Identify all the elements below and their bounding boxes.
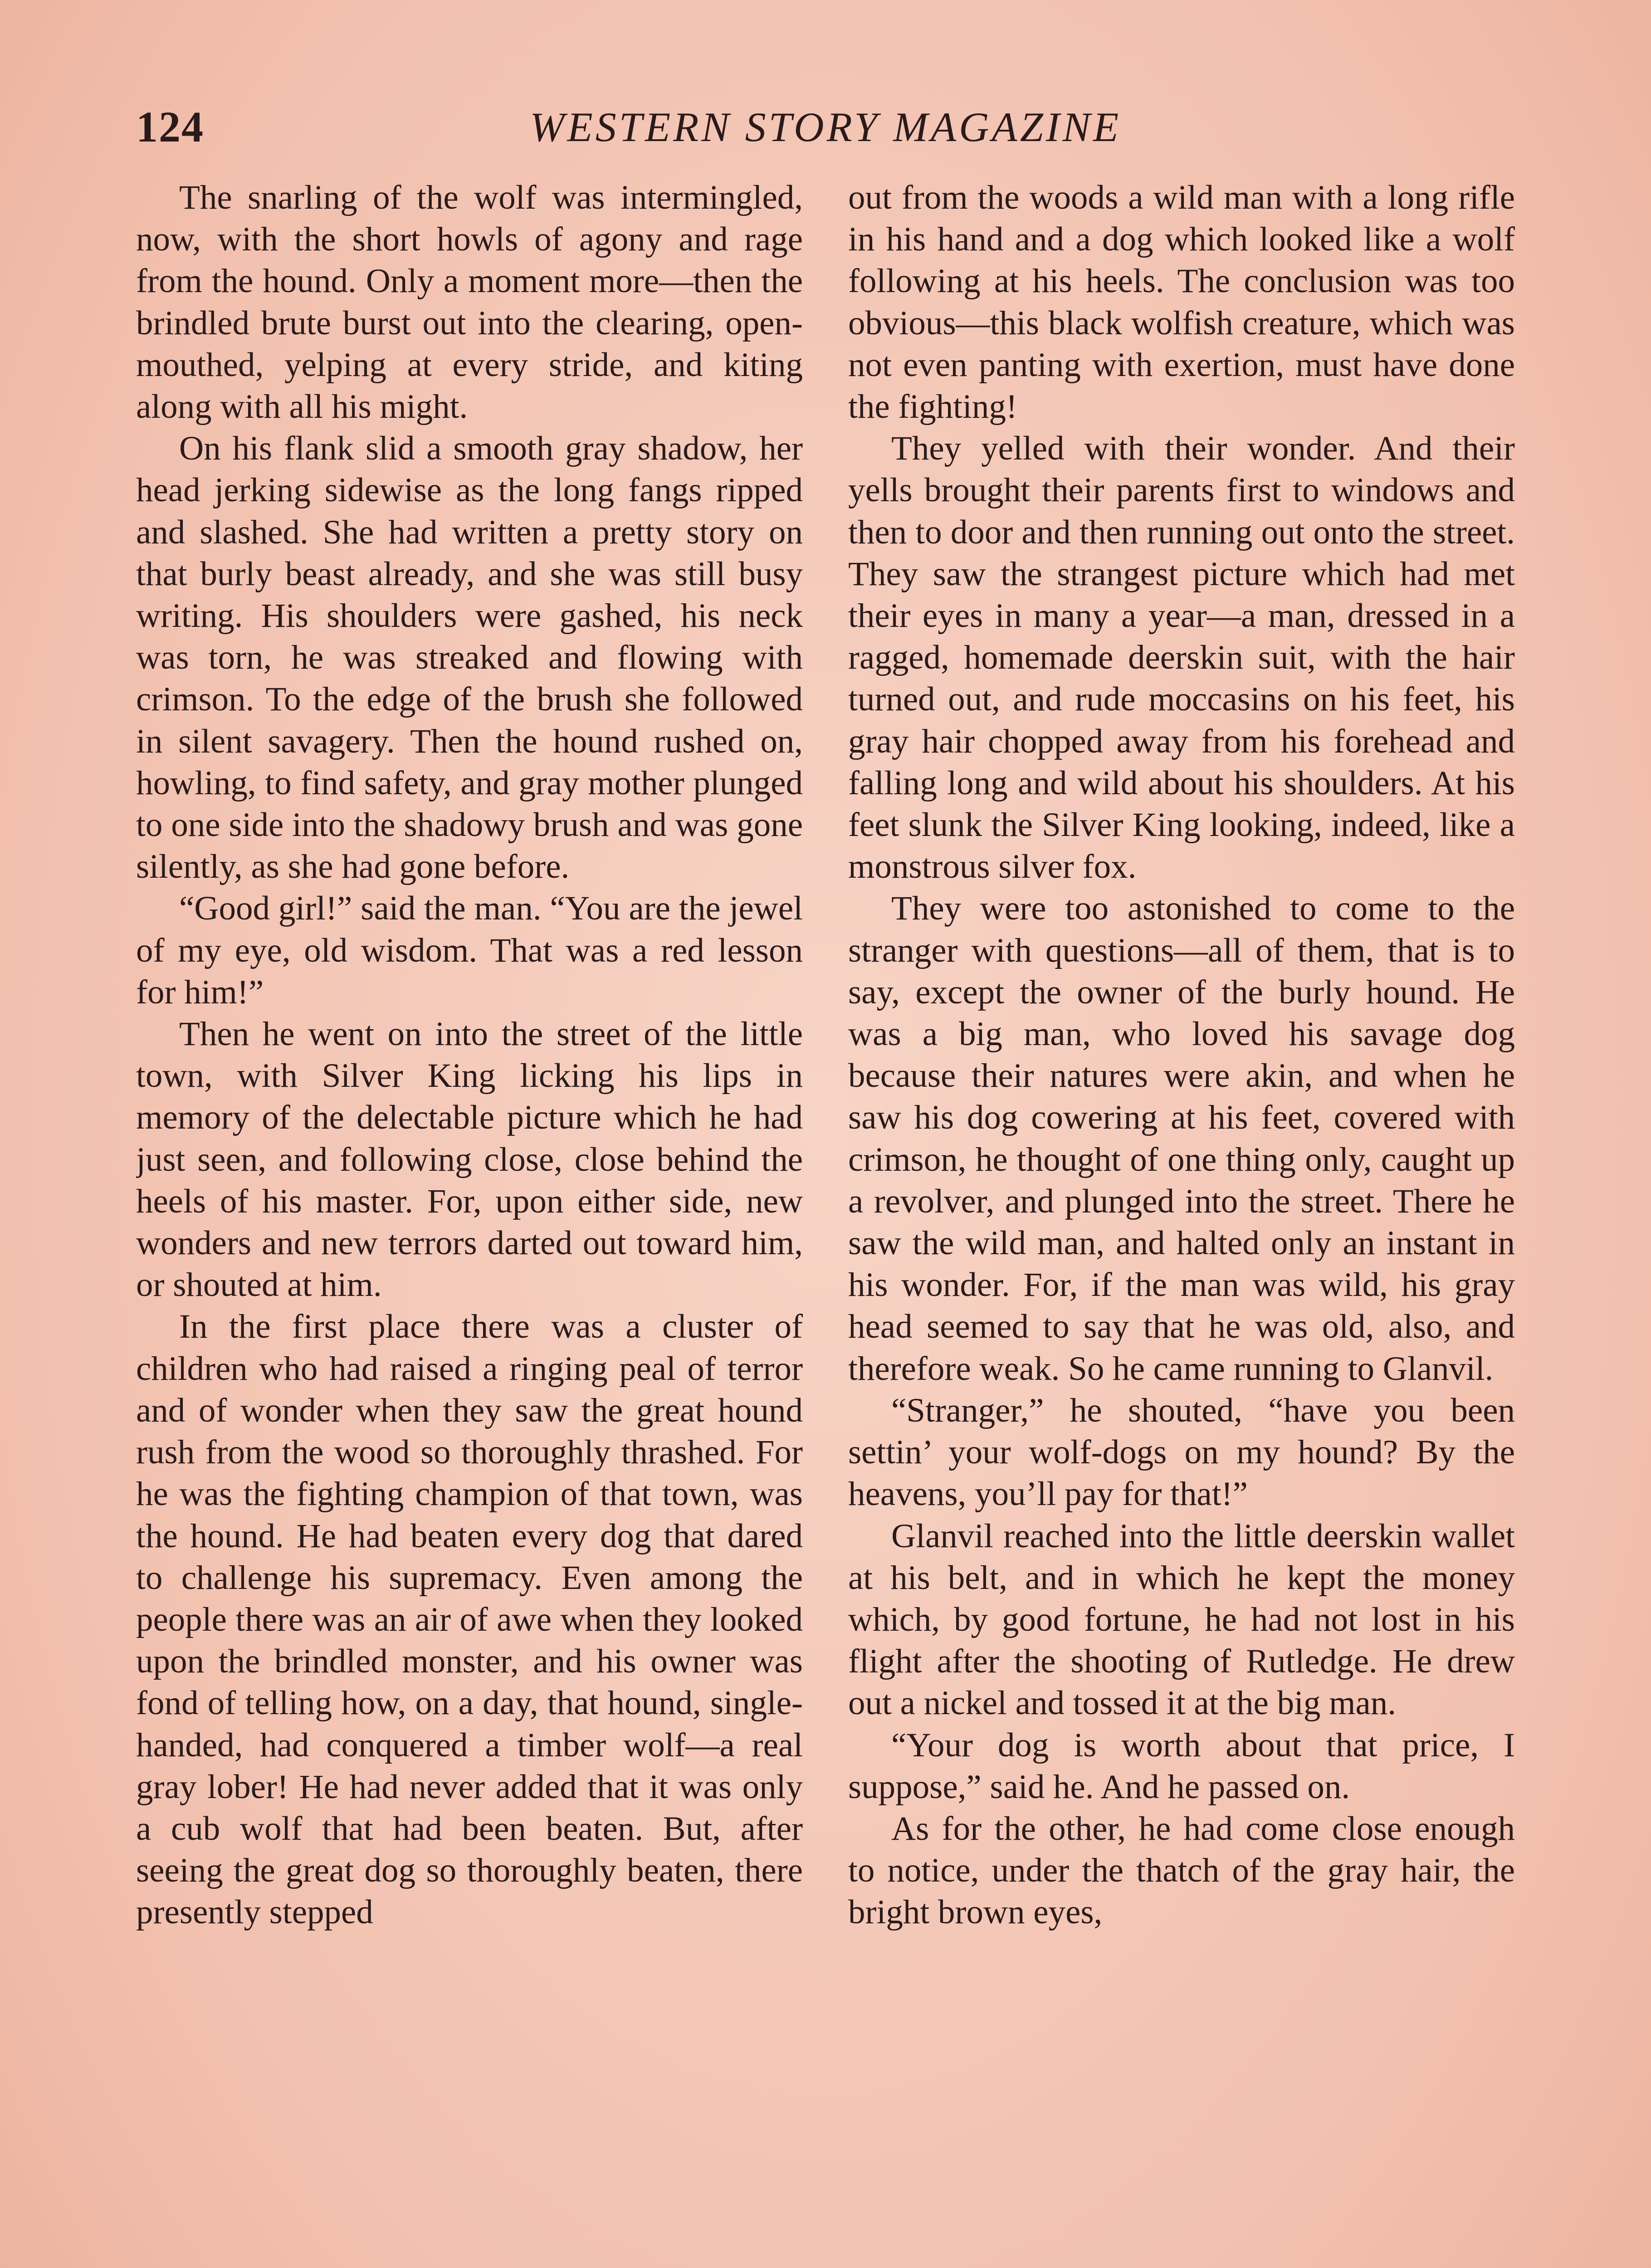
right-column: [848, 177, 1515, 2268]
paragraph: On his flank slid a smooth gray shadow, her head jerking sidewise as the long fangs ripped and slashed. She had written a pretty story on that burly beast already, and she was still busy writing. His shoulders were gashed, his neck was torn, he was streaked and flowing with crimson. To the edge of the brush she followed in silent savagery. Then the hound rushed on, howling, to find safety, and gray mother plunged to one side into the shadowy brush and was gone silently, as she had gone before.: [136, 430, 803, 886]
page-header: [136, 93, 1515, 161]
running-title: WESTERN STORY MAGAZINE: [529, 104, 1122, 150]
paragraph: They yelled with their wonder. And their yells brought their parents first to windows and then to door and then running out onto the street. They saw the strangest picture which had met their eyes in many a year—a man, dressed in a ragged, homemade deerskin suit, with the hair turned out, and rude moccasins on his feet, his gray hair chopped away from his forehead and falling long and wild about his shoulders. At his feet slunk the Silver King looking, indeed, like a monstrous silver fox.: [848, 430, 1515, 886]
paragraph-continuation: out from the woods a wild man with a long rifle in his hand and a dog which looked like a wolf following at his heels. The conclusion was too obvious—this black wolfish creature, which was not even panting with exertion, must have done the fighting!: [848, 179, 1515, 426]
paragraph: Glanvil reached into the little deerskin wallet at his belt, and in which he kept the money which, by good fortune, he had not lost in his flight after the shooting of Rutledge. He drew out a nickel and tossed it at the big man.: [848, 1517, 1515, 1722]
page-number: 124: [136, 103, 204, 151]
paragraph: Then he went on into the street of the little town, with Silver King licking his lips in memory of the delectable picture which he had just seen, and following close, close behind the heels of his master. For, upon either side, new wonders and new terrors darted out toward him, or shouted at him.: [136, 1015, 803, 1304]
paragraph: In the first place there was a cluster of children who had raised a ringing peal of terror and of wonder when they saw the great hound rush from the wood so thoroughly thrashed. For he was the fighting champion of that town, was the hound. He had beaten every dog that dared to challenge his supremacy. Even among the people there was an air of awe when they looked upon the brindled monster, and his owner was fond of telling how, on a day, that hound, single-handed, had conquered a timber wolf—a real gray lober! He had never added that it was only a cub wolf that had been beaten. But, after seeing the great dog so thoroughly beaten, there presently stepped: [136, 1308, 803, 1931]
left-column: [136, 177, 803, 2268]
paragraph: They were too astonished to come to the stranger with questions—all of them, that is to say, except the owner of the burly hound. He was a big man, who loved his savage dog because their natures were akin, and when he saw his dog cowering at his feet, covered with crimson, he thought of one thing only, caught up a revolver, and plunged into the street. There he saw the wild man, and halted only an instant in his wonder. For, if the man was wild, his gray head seemed to say that he was old, also, and therefore weak. So he came running to Glanvil.: [848, 890, 1515, 1388]
paragraph: “Good girl!” said the man. “You are the jewel of my eye, old wisdom. That was a red lesson for him!”: [136, 890, 803, 1011]
paragraph: The snarling of the wolf was intermingled, now, with the short howls of agony and rage from the hound. Only a moment more—then the brindled brute burst out into the clearing, open-mouthed, yelping at every stride, and kiting along with all his might.: [136, 179, 803, 426]
paragraph: “Stranger,” he shouted, “have you been settin’ your wolf-dogs on my hound? By the heavens, you’ll pay for that!”: [848, 1391, 1515, 1513]
paragraph: “Your dog is worth about that price, I suppose,” said he. And he passed on.: [848, 1726, 1515, 1806]
paragraph: As for the other, he had come close enough to notice, under the thatch of the gray hair, the bright brown eyes,: [848, 1809, 1515, 1931]
